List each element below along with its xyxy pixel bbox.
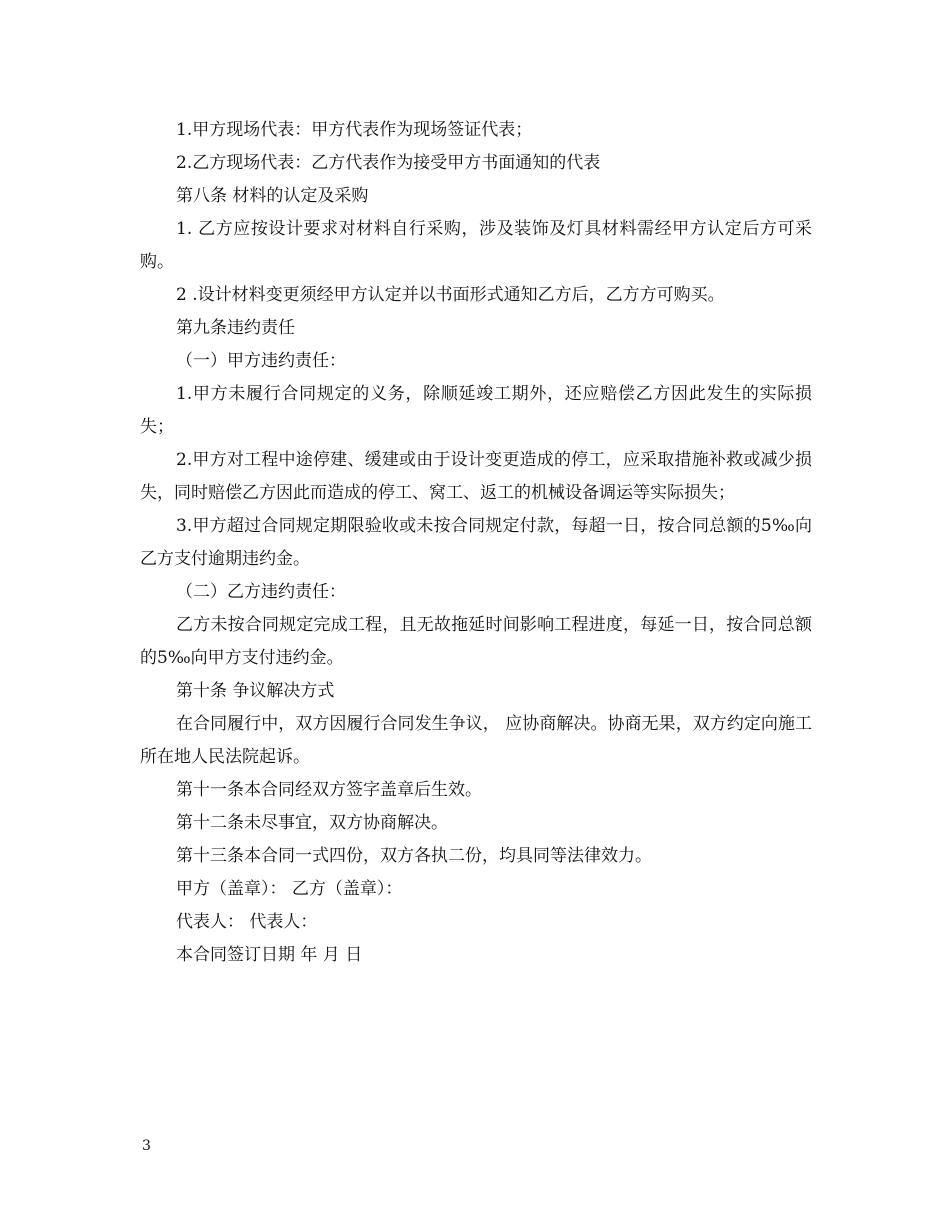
heading-article-8: 第八条 材料的认定及采购 [176,186,369,206]
paragraph-article-11: 第十一条本合同经双方签字盖章后生效。 [176,780,482,800]
paragraph-site-rep-party-a: 1.甲方现场代表：甲方代表作为现场签证代表； [176,120,533,140]
signing-date-line: 本合同签订日期 年 月 日 [176,945,363,965]
signature-line-seal: 甲方（盖章）： 乙方（盖章）： [176,879,403,899]
signature-line-representative: 代表人： 代表人： [176,912,318,932]
paragraph-party-a-liability-2: 2.甲方对工程中途停建、缓建或由于设计变更造成的停工，应采取措施补救或减少损失，同时赔偿乙方因此而造成的停工、窝工、返工的机械设备调运等实际损失； [140,450,812,503]
contract-body [140,114,812,972]
paragraph-party-b-liability: 乙方未按合同规定完成工程，且无故拖延时间影响工程进度，每延一日，按合同总额的5‰向甲方支付违约金。 [140,615,812,668]
paragraph-material-change: 2 .设计材料变更须经甲方认定并以书面形式通知乙方后，乙方方可购买。 [176,285,725,305]
paragraph-party-a-liability-3: 3.甲方超过合同规定期限验收或未按合同规定付款，每超一日，按合同总额的5‰向乙方支付逾期违约金。 [140,516,812,569]
subheading-party-b-liability: （二）乙方违约责任： [176,582,346,602]
page-number: 3 [142,1138,151,1154]
paragraph-party-a-liability-1: 1.甲方未履行合同规定的义务，除顺延竣工期外，还应赔偿乙方因此发生的实际损失； [140,384,812,437]
paragraph-article-12: 第十二条未尽事宜，双方协商解决。 [176,813,448,833]
heading-article-9: 第九条违约责任 [176,318,295,338]
paragraph-article-13: 第十三条本合同一式四份，双方各执二份，均具同等法律效力。 [176,846,652,866]
paragraph-site-rep-party-b: 2.乙方现场代表：乙方代表作为接受甲方书面通知的代表 [176,153,601,173]
paragraph-material-purchase: 1. 乙方应按设计要求对材料自行采购，涉及装饰及灯具材料需经甲方认定后方可采购。 [140,219,812,272]
paragraph-dispute-resolution: 在合同履行中，双方因履行合同发生争议， 应协商解决。协商无果，双方约定向施工所在地人民法院起诉。 [140,714,812,767]
subheading-party-a-liability: （一）甲方违约责任： [176,351,346,371]
heading-article-10: 第十条 争议解决方式 [176,681,335,701]
